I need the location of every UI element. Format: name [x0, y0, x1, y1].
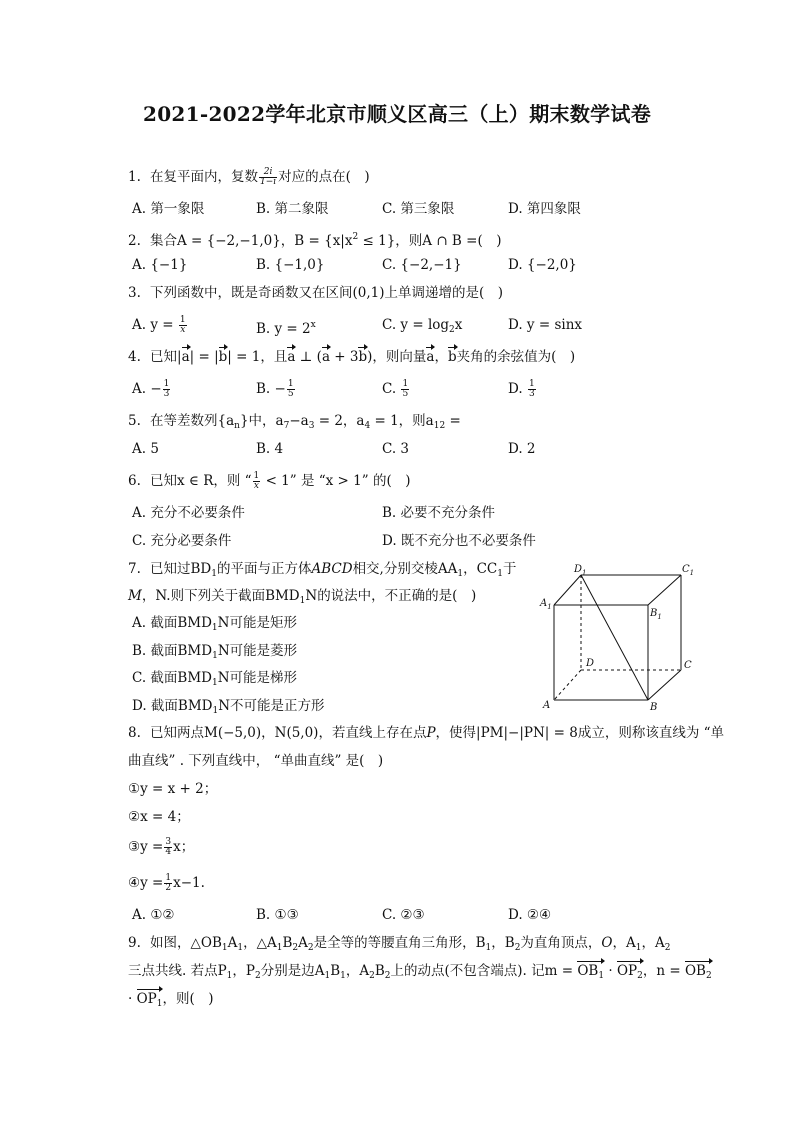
list-item: ③y = $\frac{3}{4}$ x； [128, 837, 195, 857]
cube-figure [536, 560, 696, 710]
option-d[interactable]: D. {−2,0} [508, 257, 577, 273]
list-item: ②x = 4； [128, 809, 190, 825]
label-a: A [543, 700, 551, 710]
question-9-line-2: 三点共线. 若点$P_1$，$P_2$分别是边$A_1B_1$，$A_2B_2$上的动点(不包含端点). 记$m = OB_1 \cdot OP_2$，$n = OB_2$ [128, 962, 712, 985]
option-c[interactable]: C. 第三象限 [382, 201, 455, 217]
option-d[interactable]: D. 既不充分也不必要条件 [382, 533, 536, 549]
option-a[interactable]: A. y = $\frac{1}{x}$ [132, 315, 186, 335]
option-c[interactable]: C. {−2,−1} [382, 257, 462, 273]
question-1: 1. 在复平面内，复数 $\frac{2i}{1-i}$ 对应的点在( ) [128, 167, 370, 187]
edge-b-c [648, 670, 681, 700]
option-b[interactable]: B. − $\frac{1}{5}$ [256, 379, 294, 399]
option-a[interactable]: A. ①② [132, 907, 175, 923]
page-title: 2021-2022学年北京市顺义区高三（上）期末数学试卷 [142, 102, 652, 126]
option-d[interactable]: D. $\frac{1}{3}$ [508, 379, 535, 399]
question-7: 7. 已知过$BD_1$的平面与正方体ABCD相交,分别交棱$AA_1$，$CC_1$于 [128, 561, 517, 579]
question-9-line-3: · $OP_1$，则( ) [128, 990, 214, 1013]
label-d1: $D_1$ [574, 564, 587, 577]
option-d[interactable]: D. 截面$BMD_1N$不可能是正方形 [132, 698, 325, 716]
fraction: $\frac{1}{3}$ [528, 379, 535, 399]
question-6: 6. 已知x ∈ R，则 “ $\frac{1}{x}$ < 1” 是 “x > 1” 的( ) [128, 471, 411, 491]
question-4: 4. 已知|a| = |b| = 1，且a ⊥ (a + 3b)，则向量a，b夹角的余弦值为( ) [128, 349, 576, 365]
option-d[interactable]: D. y = sinx [508, 317, 582, 333]
option-c[interactable]: C. 充分必要条件 [132, 533, 232, 549]
option-b[interactable]: B. 4 [256, 441, 284, 457]
option-b[interactable]: B. 必要不充分条件 [382, 505, 496, 521]
option-a[interactable]: A. 充分不必要条件 [132, 505, 245, 521]
option-b[interactable]: B. $y = 2^x$ [256, 320, 316, 337]
edge-d-a [554, 670, 581, 700]
label-b: B [650, 702, 658, 710]
option-a[interactable]: A. {−1} [132, 257, 188, 273]
option-c[interactable]: C. ②③ [382, 907, 425, 923]
option-b[interactable]: B. 第二象限 [256, 201, 329, 217]
fraction: $\frac{2i}{1-i}$ [260, 167, 277, 187]
fraction: $\frac{3}{4}$ [165, 837, 172, 857]
question-8: 8. 已知两点M(−5,0)，N(5,0)，若直线上存在点P，使得|PM|−|PN| = 8成立，则称该直线为 “单 [128, 725, 725, 741]
question-5: 5. 在等差数列$\{a_n\}$中，$a_7-a_3 = 2$，$a_4 = 1$，则$a_{12}$ = [128, 413, 461, 431]
label-b1: $B_1$ [650, 608, 662, 621]
edge-d1-b [581, 575, 648, 700]
option-c[interactable]: C. $y = \log_2x$ [382, 317, 463, 335]
fraction: $\frac{1}{3}$ [163, 379, 170, 399]
label-c1: $C_1$ [682, 564, 695, 577]
fraction: $\frac{1}{2}$ [165, 873, 172, 893]
question-7-line-2: M，N.则下列关于截面$BMD_1N$的说法中，不正确的是( ) [128, 588, 477, 606]
fraction: $\frac{1}{x}$ [253, 471, 260, 491]
question-9: 9. 如图，$\triangle OB_1A_1$，$\triangle A_1B_2A_2$是全等的等腰直角三角形，$B_1$，$B_2$为直角顶点，O，$A_1$，$A_2$ [128, 935, 671, 953]
option-b[interactable]: B. ①③ [256, 907, 299, 923]
question-8-line-2: 曲直线” . 下列直线中， “单曲直线” 是( ) [128, 753, 384, 769]
edge-d1-a1 [554, 575, 581, 605]
label-d: D [586, 658, 595, 669]
option-c[interactable]: C. $\frac{1}{5}$ [382, 379, 409, 399]
edge-c1-b1 [648, 575, 681, 605]
fraction: $\frac{1}{5}$ [287, 379, 294, 399]
option-d[interactable]: D. 2 [508, 441, 536, 457]
option-a[interactable]: A. 第一象限 [132, 201, 205, 217]
fraction: $\frac{1}{5}$ [402, 379, 409, 399]
option-c[interactable]: C. 截面$BMD_1N$可能是梯形 [132, 670, 298, 688]
option-a[interactable]: A. 截面$BMD_1N$可能是矩形 [132, 615, 297, 633]
list-item: ①y = x + 2； [128, 781, 218, 797]
option-a[interactable]: A. 5 [132, 441, 159, 457]
label-c: C [684, 660, 692, 671]
option-b[interactable]: B. 截面$BMD_1N$可能是菱形 [132, 643, 298, 661]
option-b[interactable]: B. {−1,0} [256, 257, 325, 273]
option-a[interactable]: A. − $\frac{1}{3}$ [132, 379, 170, 399]
label-a1: $A_1$ [540, 598, 552, 611]
question-3: 3. 下列函数中，既是奇函数又在区间(0,1)上单调递增的是( ) [128, 285, 504, 301]
question-2: 2. 集合A = {−2,−1,0}，$B = \{x|x^2 \le 1\}$，则A ∩ B =( ) [128, 232, 502, 249]
fraction: $\frac{1}{x}$ [179, 315, 186, 335]
option-d[interactable]: D. 第四象限 [508, 201, 581, 217]
option-c[interactable]: C. 3 [382, 441, 410, 457]
option-d[interactable]: D. ②④ [508, 907, 552, 923]
list-item: ④y = $\frac{1}{2}$ x−1. [128, 873, 205, 893]
